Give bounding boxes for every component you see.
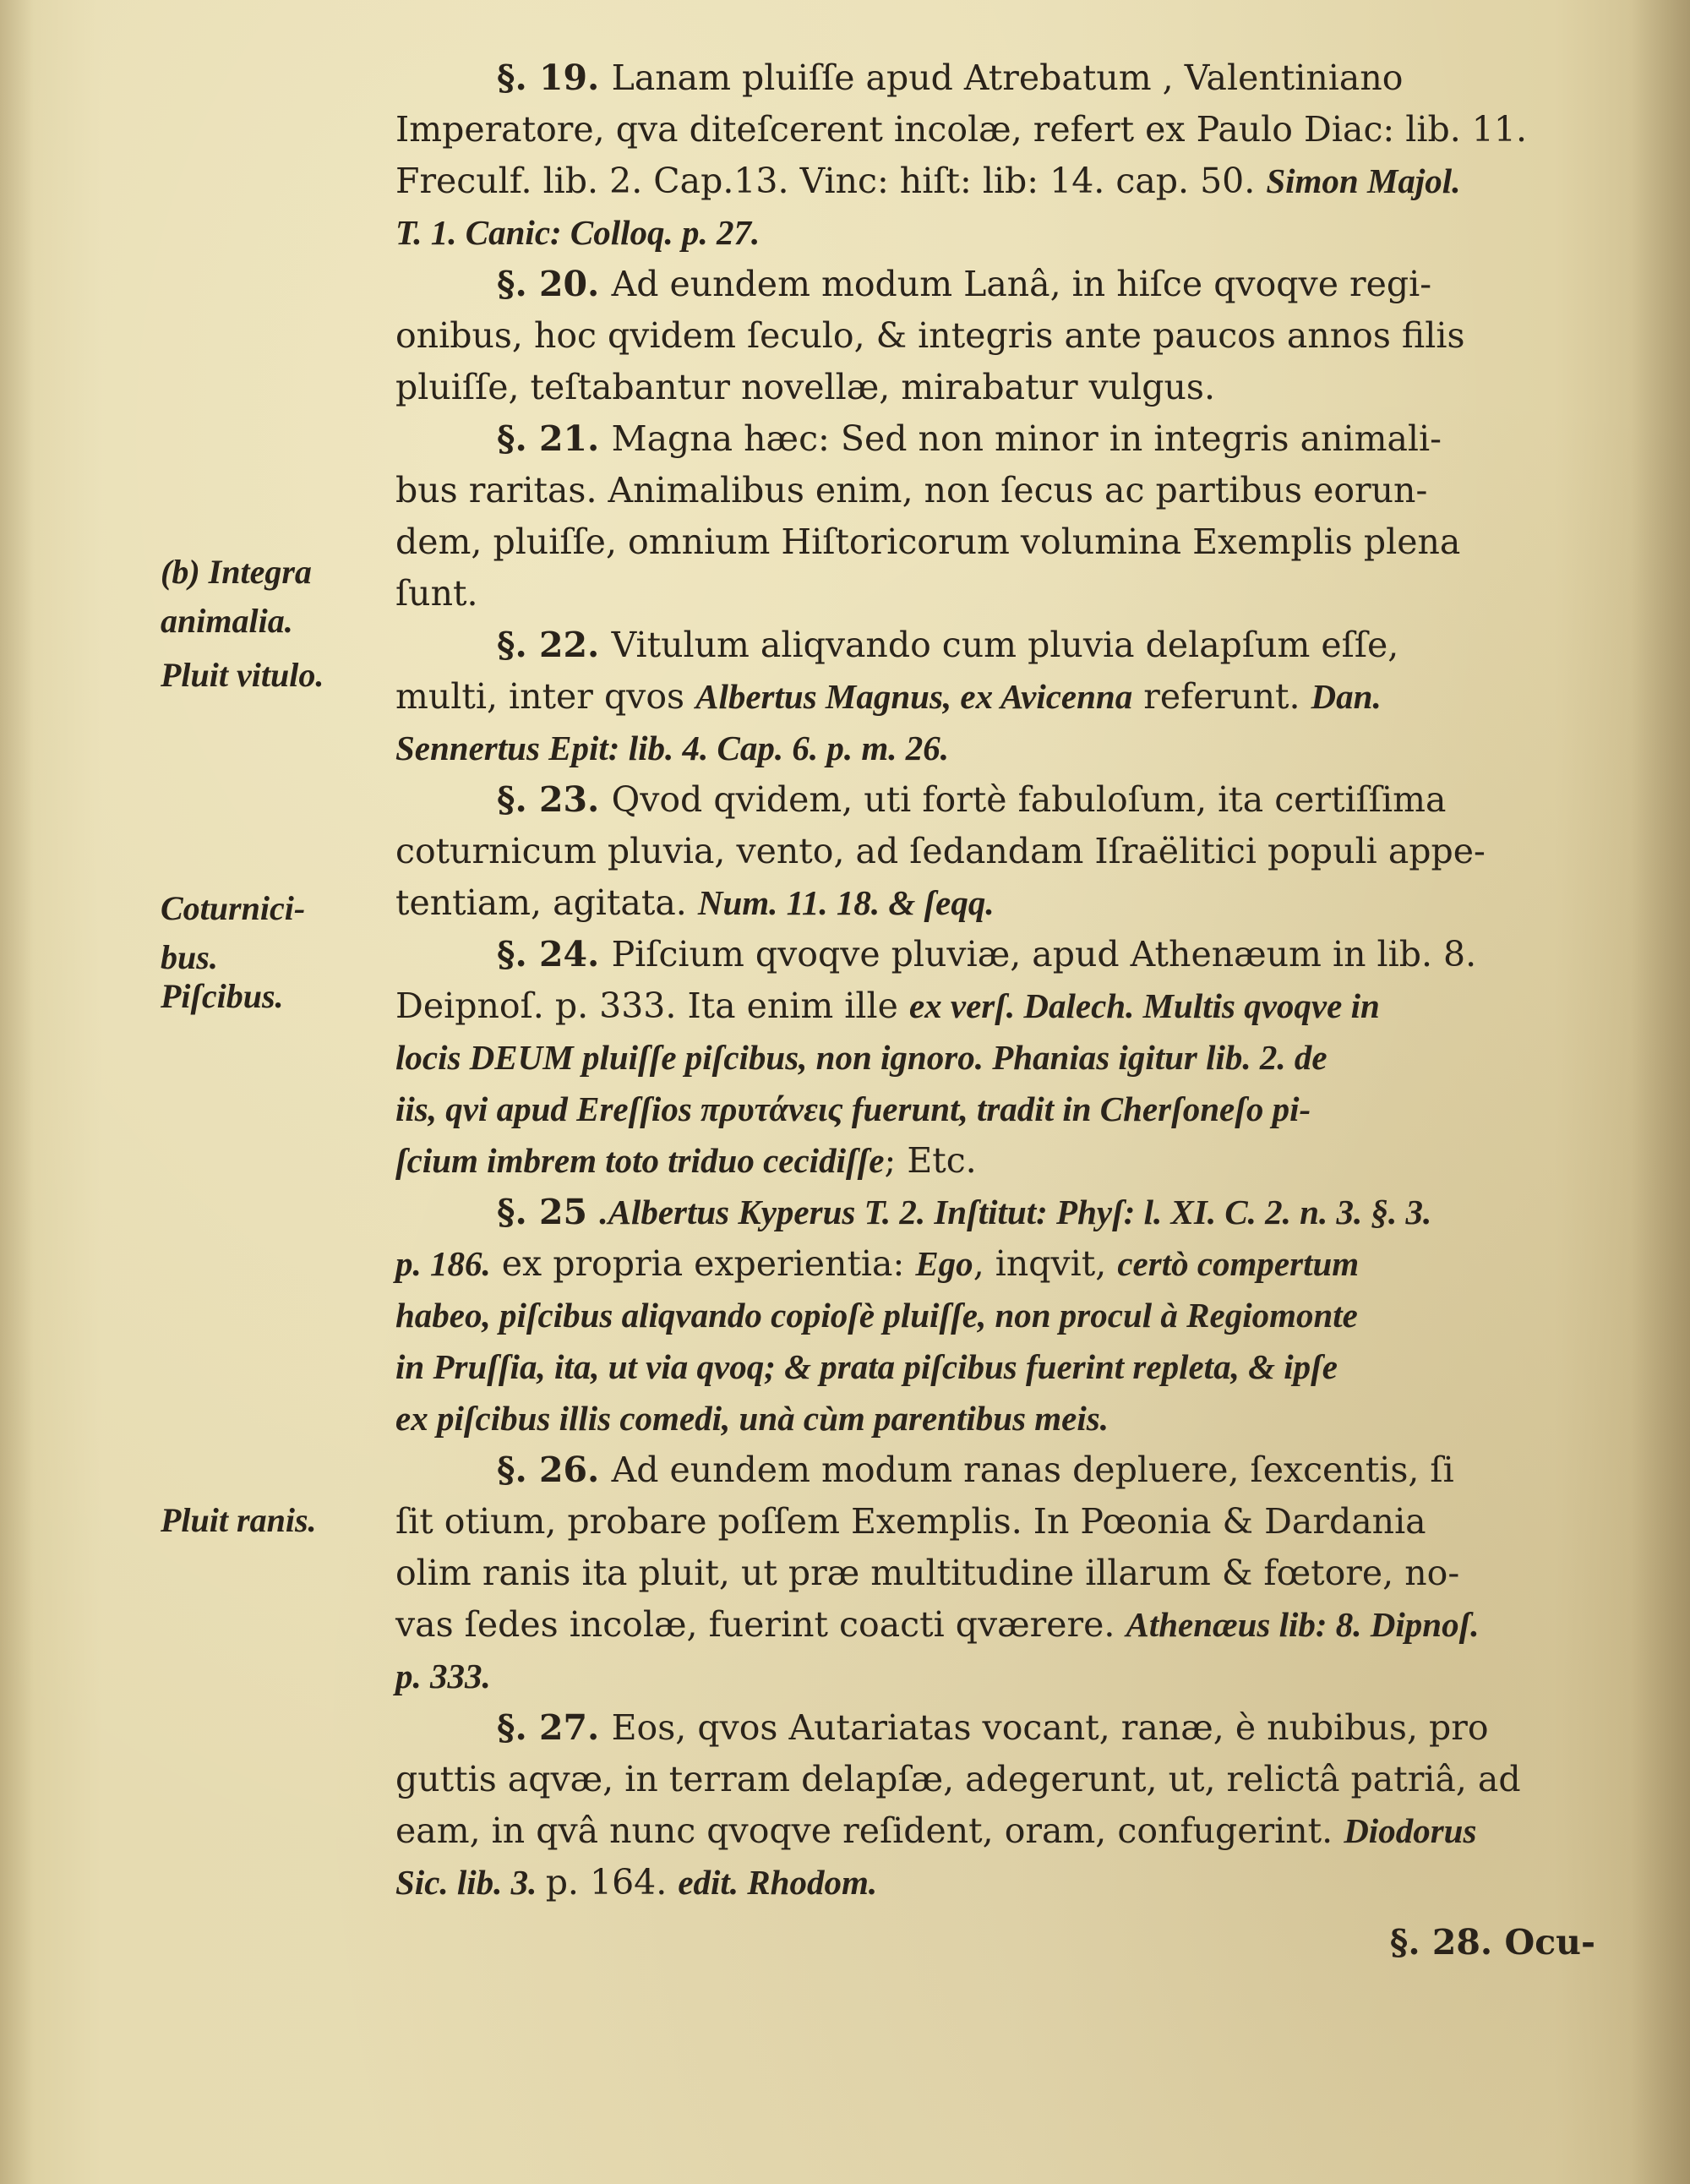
text-line [395,1187,1629,1238]
text-run: tentiam, agitata. [395,882,698,923]
text-line [395,929,1629,980]
italic-citation: .Albertus Kyperus T. 2. Inſtitut: Phyſ: l. XI. C. 2. n. 3. §. 3. [599,1193,1432,1231]
margin-note-line: Coturnici- [161,889,306,927]
text-run: Lanam pluiſſe apud Atrebatum , Valentiniano [611,57,1404,98]
paragraph-s19 [395,52,1629,259]
section-number: §. 20. [497,264,612,304]
text-line [395,1599,1629,1651]
text-line [395,1444,1629,1496]
text-run: vas ſedes incolæ, fuerint coacti qværere. [395,1604,1126,1645]
paragraph-s24 [395,929,1629,1187]
italic-citation: in Pruſſia, ita, ut via qvoq; & prata piſcibus fuerint repleta, & ipſe [395,1347,1338,1386]
text-line [395,826,1629,877]
text-run: Ad eundem modum ranas depluere, ſexcentis, ſi [611,1450,1454,1490]
italic-citation: locis DEUM pluiſſe piſcibus, non ignoro. Phanias igitur lib. 2. de [395,1038,1327,1077]
text-run: Qvod qvidem, uti fortè fabuloſum, ita certiſſima [611,779,1447,820]
text-line [395,568,1629,620]
text-line [395,1084,1629,1135]
text-line [395,1393,1629,1444]
italic-citation: p. 333. [395,1657,491,1695]
text-line [395,1702,1629,1754]
text-line [395,620,1629,671]
text-line [395,1754,1629,1805]
text-run: Vitulum aliqvando cum pluvia delapſum eſſe, [611,625,1399,665]
italic-citation: Num. 11. 18. & ſeqq. [697,883,995,922]
text-line [395,207,1629,259]
italic-citation: Ego [915,1244,973,1283]
text-line [395,1496,1629,1548]
paragraph-s21 [395,413,1629,620]
section-number: §. 25 [497,1192,600,1232]
text-line [395,1341,1629,1393]
paragraph-s25 [395,1187,1629,1444]
text-run: referunt. [1132,676,1311,717]
text-line [395,52,1629,104]
italic-citation: p. 186. [395,1244,491,1283]
text-run: coturnicum pluvia, vento, ad ſedandam Iſraëlitici populi appe- [395,831,1486,871]
text-run: bus raritas. Animalibus enim, non ſecus ac partibus eorun- [395,470,1428,511]
paragraph-s20 [395,259,1629,413]
italic-citation: edit. Rhodom. [678,1863,878,1902]
paragraph-s26 [395,1444,1629,1702]
italic-citation: Simon Majol. [1266,161,1461,200]
margin-note-coturnicibus [161,884,305,982]
italic-citation: ſcium imbrem toto triduo cecidiſſe [395,1141,885,1180]
italic-citation: habeo, piſcibus aliqvando copioſè pluiſſe, non procul à Regiomonte [395,1296,1358,1335]
text-run: olim ranis ita pluit, ut præ multitudine illarum & fœtore, no- [395,1553,1460,1593]
section-number: §. 22. [497,625,612,665]
italic-citation: Athenæus lib: 8. Dipnoſ. [1126,1605,1480,1644]
text-run: Magna hæc: Sed non minor in integris animali- [611,418,1442,459]
paragraph-s23 [395,774,1629,929]
section-number: §. 23. [497,779,612,820]
section-number: §. 19. [497,57,612,98]
section-number: §. 24. [497,934,612,975]
margin-note-pluit-vitulo [161,651,324,700]
margin-note-line: Pluit ranis. [161,1501,317,1539]
margin-note-line: Piſcibus. [161,977,284,1015]
text-line [395,310,1629,362]
text-run: pluiſſe, teſtabantur novellæ, mirabatur vulgus. [395,367,1215,407]
italic-citation: Sennertus Epit: lib. 4. Cap. 6. p. m. 26. [395,729,949,767]
text-run: eam, in qvâ nunc qvoqve reſident, oram, confugerint. [395,1810,1344,1851]
italic-citation: Diodorus [1344,1811,1477,1850]
text-line [395,1548,1629,1599]
text-run: multi, inter qvos [395,676,696,717]
text-run: guttis aqvæ, in terram delapſæ, adegerunt, ut, relictâ patriâ, ad [395,1759,1521,1799]
text-line [395,516,1629,568]
catchword: §. 28. Ocu- [1389,1922,1595,1963]
text-line [395,1135,1629,1187]
main-text-block [395,52,1629,1968]
text-run: Piſcium qvoqve pluviæ, apud Athenæum in lib. 8. [611,934,1477,975]
text-line [395,259,1629,310]
text-run: ſit otium, probare poſſem Exemplis. In Pœonia & Dardania [395,1501,1426,1542]
text-line [395,465,1629,516]
italic-citation: certò compertum [1117,1244,1360,1283]
text-run: Freculf. lib. 2. Cap.13. Vinc: hiſt: lib: 14. cap. 50. [395,161,1267,201]
text-line [395,1290,1629,1341]
text-run: Imperatore, qva diteſcerent incolæ, refert ex Paulo Diac: lib. 11. [395,109,1527,150]
margin-note-line: Pluit vitulo. [161,656,324,694]
text-run: Eos, qvos Autariatas vocant, ranæ, è nubibus, pro [611,1707,1489,1748]
text-line [395,104,1629,156]
italic-citation: ex piſcibus illis comedi, unà cùm parentibus meis. [395,1399,1109,1438]
page-edge-shadow [1631,0,1690,2184]
italic-citation: Albertus Magnus, ex Avicenna [695,677,1133,716]
margin-note-integra [161,548,312,646]
paragraph-s27 [395,1702,1629,1908]
margin-note-line: animalia. [161,602,293,640]
italic-citation: Dan. [1311,677,1382,716]
text-run: Ad eundem modum Lanâ, in hiſce qvoqve regi- [611,264,1432,304]
section-number: §. 26. [497,1450,612,1490]
italic-citation: Sic. lib. 3. [395,1863,546,1902]
gutter-shadow [0,0,34,2184]
italic-citation: T. 1. Canic: Colloq. p. 27. [395,213,760,252]
margin-note-line: (b) Integra [161,553,312,591]
text-run: Deipnoſ. p. 333. Ita enim ille [395,986,909,1026]
text-line [395,1238,1629,1290]
text-line [395,413,1629,465]
text-line [395,980,1629,1032]
italic-citation: iis, qvi apud Ereſſios πρυτάνεις fuerunt, tradit in Cherſoneſo pi- [395,1089,1311,1128]
margin-note-piscibus [161,972,284,1021]
paragraph-s22 [395,620,1629,774]
text-line [395,1651,1629,1702]
text-line [395,1805,1629,1857]
section-number: §. 27. [497,1707,612,1748]
text-run: p. 164. [545,1862,679,1903]
text-line [395,723,1629,774]
margin-note-pluit-ranis [161,1496,317,1545]
text-run: , inqvit, [973,1243,1118,1284]
text-run: ſunt. [395,573,478,614]
text-line [395,156,1629,207]
text-line [395,671,1629,723]
section-number: §. 21. [497,418,612,459]
italic-citation: ex verſ. Dalech. Multis qvoqve in [908,986,1380,1025]
text-run: dem, pluiſſe, omnium Hiſtoricorum volumina Exemplis plena [395,521,1461,562]
margin-note-line: bus. [161,938,218,976]
text-line [395,1032,1629,1084]
text-line [395,877,1629,929]
text-run: ex propria experientia: [490,1243,916,1284]
text-run: ; Etc. [884,1140,977,1181]
text-run: onibus, hoc qvidem ſeculo, & integris ante paucos annos filis [395,315,1465,356]
text-line [395,774,1629,826]
text-line [395,1857,1629,1908]
text-line [395,362,1629,413]
